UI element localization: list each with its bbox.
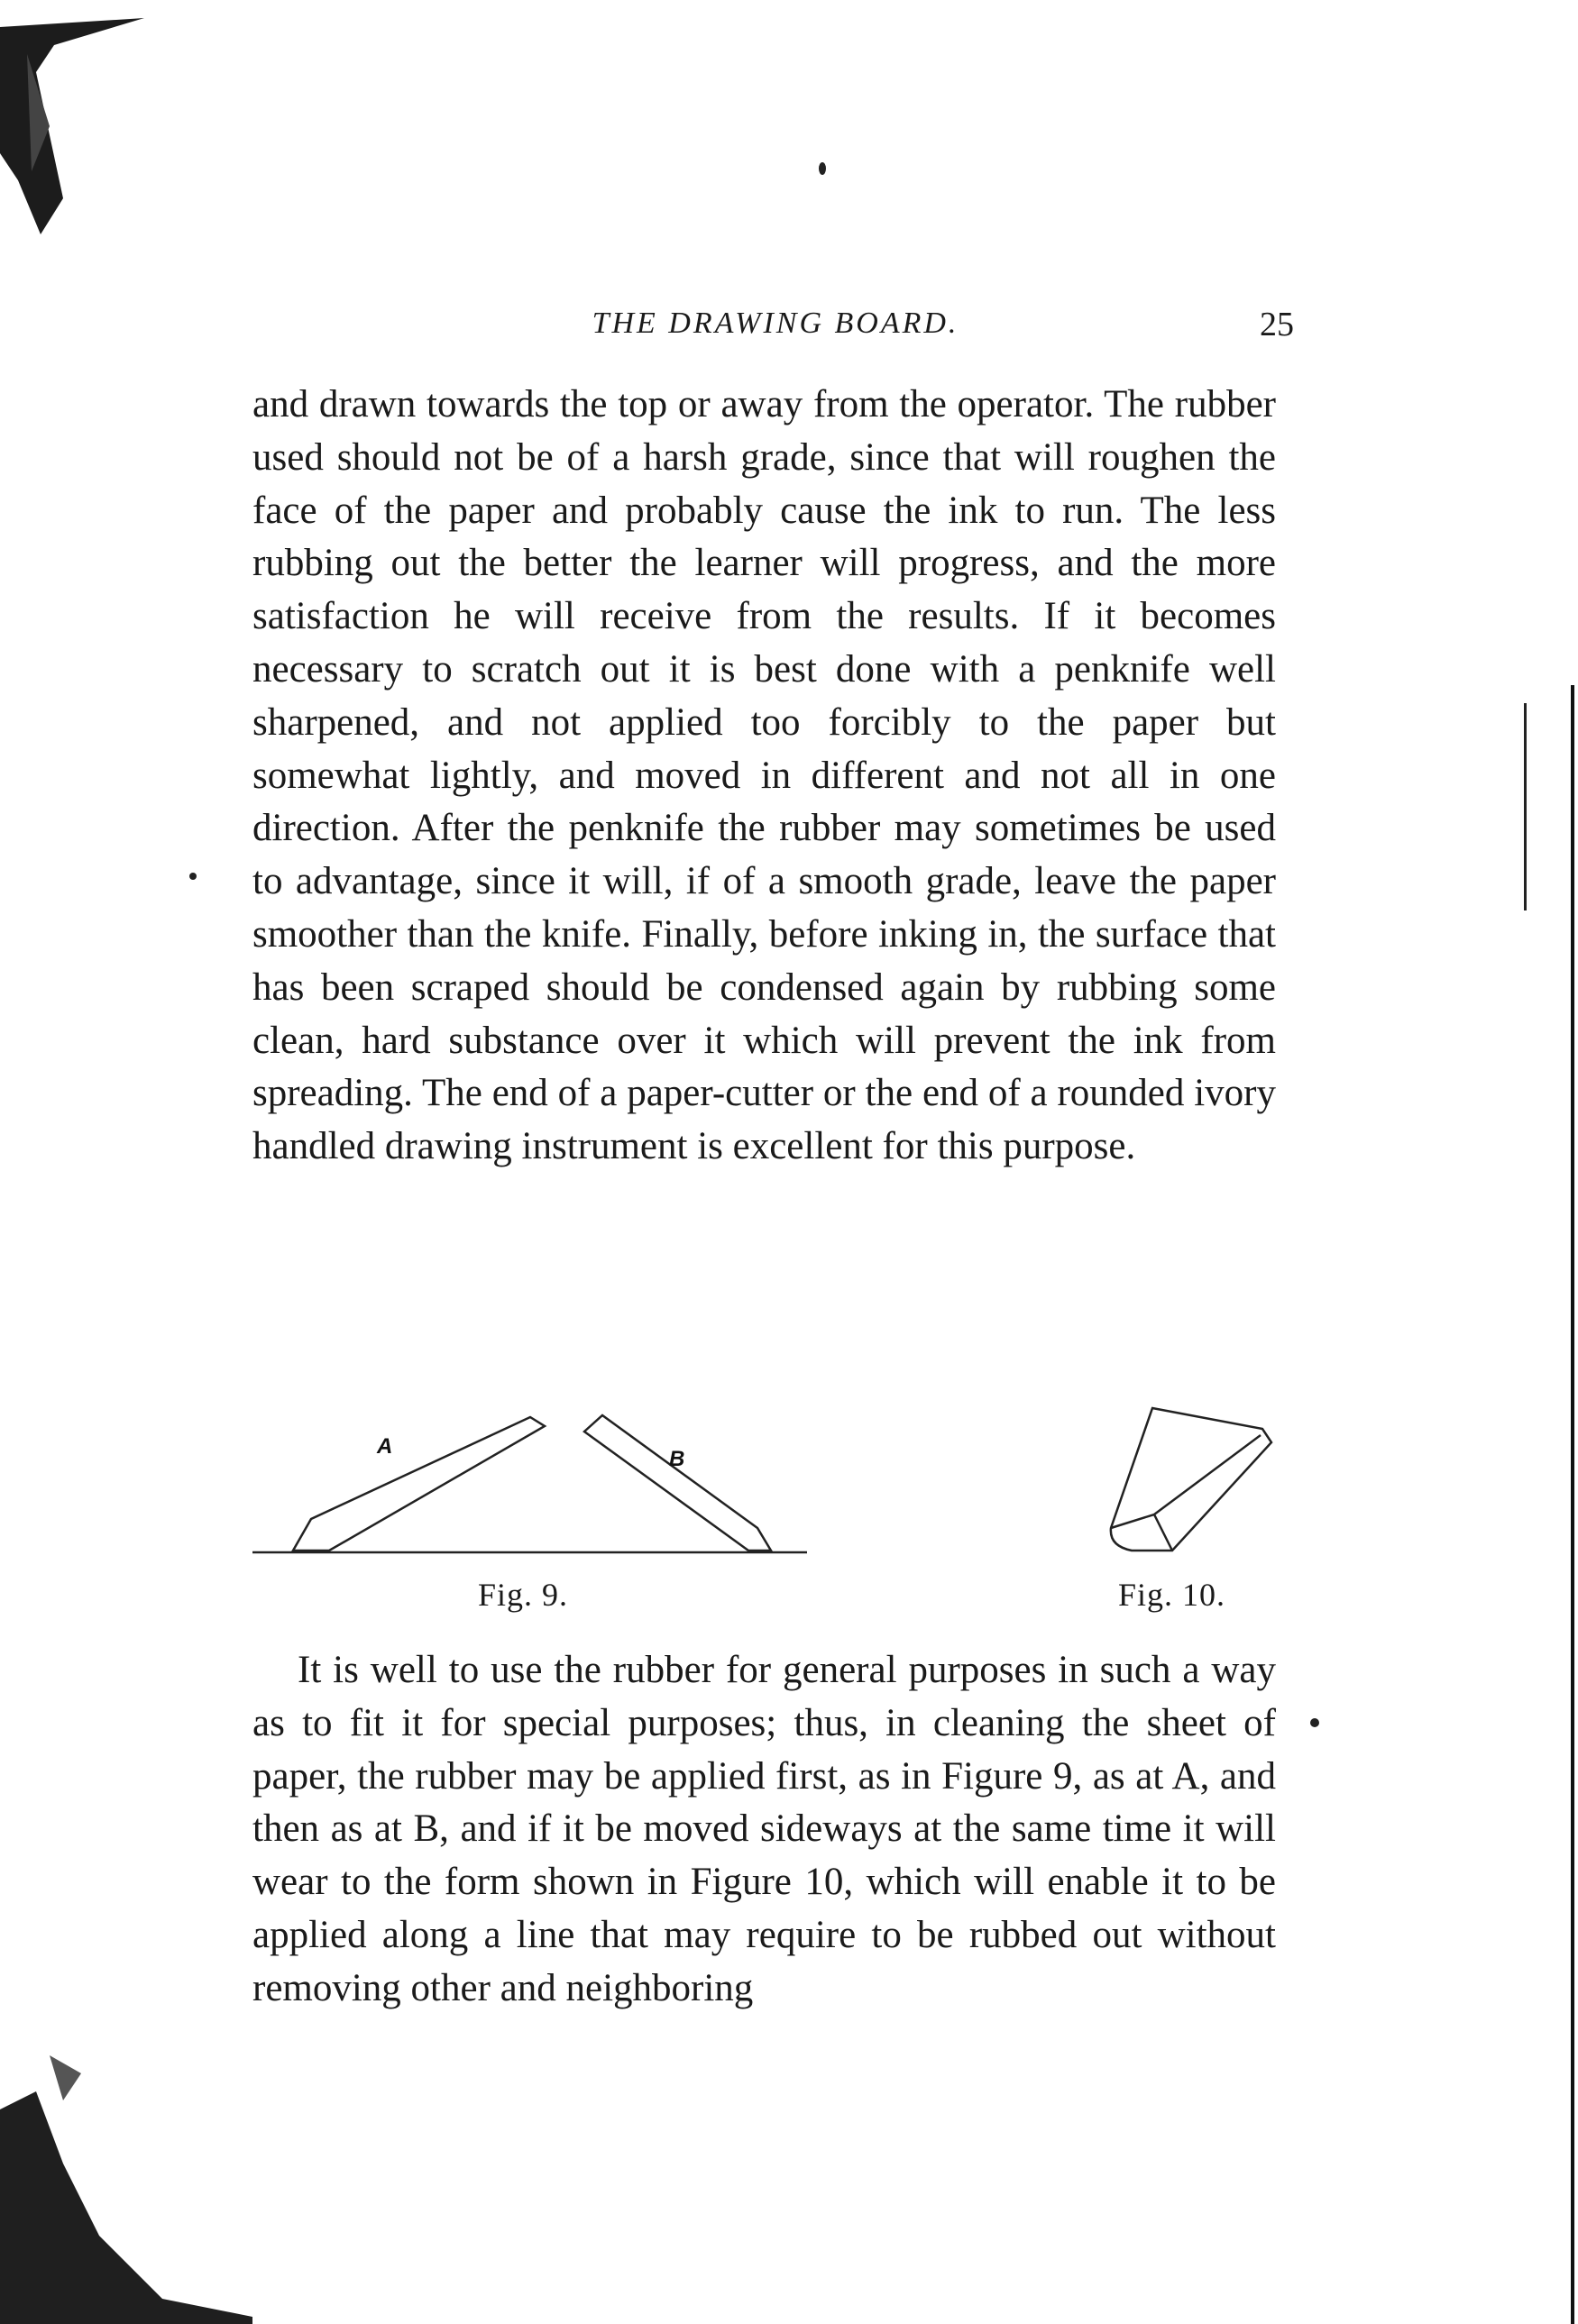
scan-edge-artifact: [0, 18, 144, 234]
page-number: 25: [1260, 306, 1294, 343]
ink-speck: [1310, 1718, 1319, 1727]
fig9-rubber-a: [293, 1417, 545, 1551]
ink-speck: [189, 873, 197, 880]
running-title: THE DRAWING BOARD.: [592, 307, 959, 340]
body-paragraph: and drawn towards the top or away from the operator. The rubber used should not be of a harsh grade, since that will roughen the face of the paper and probably cause the ink to run. The less rubbing out the better the learner will progress, and the more satisfaction he will receive from the results. If it becomes necessary to scratch out it is best done with a penknife well sharpened, and not applied too forcibly to the paper but somewhat lightly, and moved in different and not all in one direction. After the penknife the rubber may sometimes be used to advantage, since it will, if of a smooth grade, leave the paper smoother than the knife. Finally, before inking in, the surface that has been scraped should be condensed again by rubbing some clean, hard substance over it which will prevent the ink from spreading. The end of a paper-cutter or the end of a rounded ivory handled drawing instrument is excellent for this purpose.: [252, 383, 1276, 1168]
label-b: B: [669, 1447, 685, 1471]
fig10-worn-rubber: [1111, 1408, 1271, 1551]
page-edge-shadow: [1571, 685, 1574, 2324]
fig10-caption: Fig. 10.: [1118, 1577, 1226, 1613]
body-paragraph: It is well to use the rubber for general purposes in such a way as to fit it for special purposes; thus, in cleaning the sheet of paper, the rubber may be applied first, as in Figure 9, as at A, and then as at B, and if it be moved sideways at the same time it will wear to the form shown in Figure 10, which will enable it to be applied along a line that may require to be rubbed out without removing other and neighboring: [252, 1649, 1276, 2009]
fig9-caption: Fig. 9.: [478, 1577, 569, 1613]
figure-area: [243, 1379, 1307, 1614]
page-edge-shadow: [1524, 703, 1527, 910]
fig9-rubber-b: [584, 1415, 771, 1551]
label-a: A: [377, 1434, 393, 1459]
running-head: [252, 307, 1294, 352]
scan-edge-artifact: [0, 1983, 252, 2324]
ink-speck: [819, 162, 826, 175]
figures-drawing: [243, 1379, 1307, 1569]
